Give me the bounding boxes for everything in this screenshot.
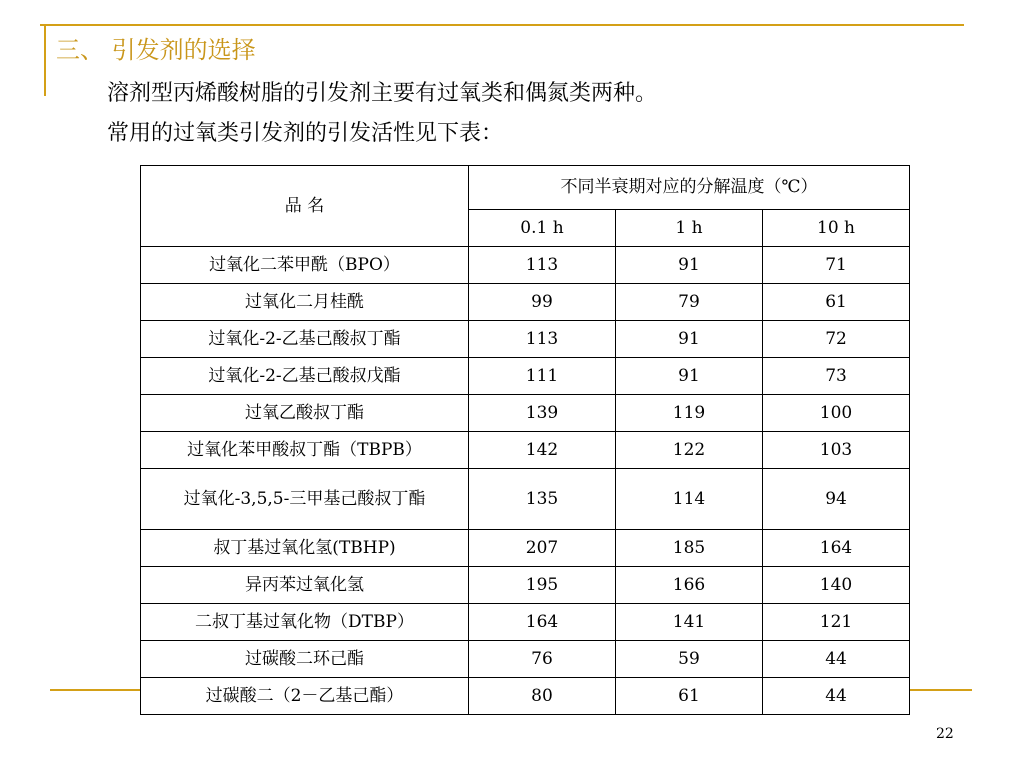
row-value-cell: 100 [763,395,910,432]
row-value-cell: 103 [763,432,910,469]
row-value-cell: 73 [763,358,910,395]
row-value-cell: 166 [616,567,763,604]
top-divider-line [40,24,964,26]
slide-title: 三、 引发剂的选择 [56,36,256,64]
table-row [141,395,910,432]
table-header-row [141,166,910,210]
row-value-cell: 91 [616,247,763,284]
row-name-cell: 过氧化二苯甲酰（BPO） [141,247,469,284]
row-value-cell: 44 [763,641,910,678]
header-group-cell: 不同半衰期对应的分解温度（℃） [469,166,910,210]
row-value-cell: 111 [469,358,616,395]
row-name-cell: 叔丁基过氧化氢(TBHP) [141,530,469,567]
row-value-cell: 61 [616,678,763,715]
header-col-1h: 1 h [616,210,763,247]
row-name-cell: 过氧化二月桂酰 [141,284,469,321]
row-value-cell: 142 [469,432,616,469]
page-number: 22 [936,726,954,742]
left-accent-line [44,24,46,96]
row-value-cell: 72 [763,321,910,358]
row-value-cell: 119 [616,395,763,432]
row-name-cell: 异丙苯过氧化氢 [141,567,469,604]
intro-line-1: 溶剂型丙烯酸树脂的引发剂主要有过氧类和偶氮类两种。 [107,81,658,106]
table-row [141,358,910,395]
header-col-0.1h: 0.1 h [469,210,616,247]
row-value-cell: 79 [616,284,763,321]
table-row [141,284,910,321]
table-row [141,530,910,567]
row-name-cell: 过氧化-2-乙基己酸叔戊酯 [141,358,469,395]
row-value-cell: 195 [469,567,616,604]
row-name-cell: 过氧化-2-乙基己酸叔丁酯 [141,321,469,358]
row-value-cell: 99 [469,284,616,321]
row-value-cell: 122 [616,432,763,469]
initiator-activity-table [140,165,910,715]
intro-line-2: 常用的过氧类引发剂的引发活性见下表： [107,121,504,146]
row-name-cell: 过碳酸二环己酯 [141,641,469,678]
row-value-cell: 114 [616,469,763,530]
table-row [141,678,910,715]
row-value-cell: 80 [469,678,616,715]
row-value-cell: 59 [616,641,763,678]
row-value-cell: 113 [469,321,616,358]
row-value-cell: 61 [763,284,910,321]
row-value-cell: 164 [763,530,910,567]
row-name-cell: 二叔丁基过氧化物（DTBP） [141,604,469,641]
row-name-cell: 过氧化-3,5,5-三甲基己酸叔丁酯 [141,469,469,530]
table-row [141,432,910,469]
header-name-cell: 品 名 [141,166,469,247]
table-row [141,469,910,530]
row-value-cell: 113 [469,247,616,284]
row-value-cell: 135 [469,469,616,530]
row-value-cell: 141 [616,604,763,641]
row-name-cell: 过碳酸二（2－乙基己酯） [141,678,469,715]
row-value-cell: 76 [469,641,616,678]
row-value-cell: 71 [763,247,910,284]
row-value-cell: 91 [616,358,763,395]
row-value-cell: 207 [469,530,616,567]
table-row [141,247,910,284]
table-row [141,641,910,678]
row-value-cell: 140 [763,567,910,604]
row-value-cell: 121 [763,604,910,641]
row-name-cell: 过氧乙酸叔丁酯 [141,395,469,432]
row-value-cell: 139 [469,395,616,432]
table-row [141,567,910,604]
row-value-cell: 44 [763,678,910,715]
row-value-cell: 164 [469,604,616,641]
table-row [141,321,910,358]
row-value-cell: 185 [616,530,763,567]
row-value-cell: 94 [763,469,910,530]
row-value-cell: 91 [616,321,763,358]
row-name-cell: 过氧化苯甲酸叔丁酯（TBPB） [141,432,469,469]
table-row [141,604,910,641]
header-col-10h: 10 h [763,210,910,247]
